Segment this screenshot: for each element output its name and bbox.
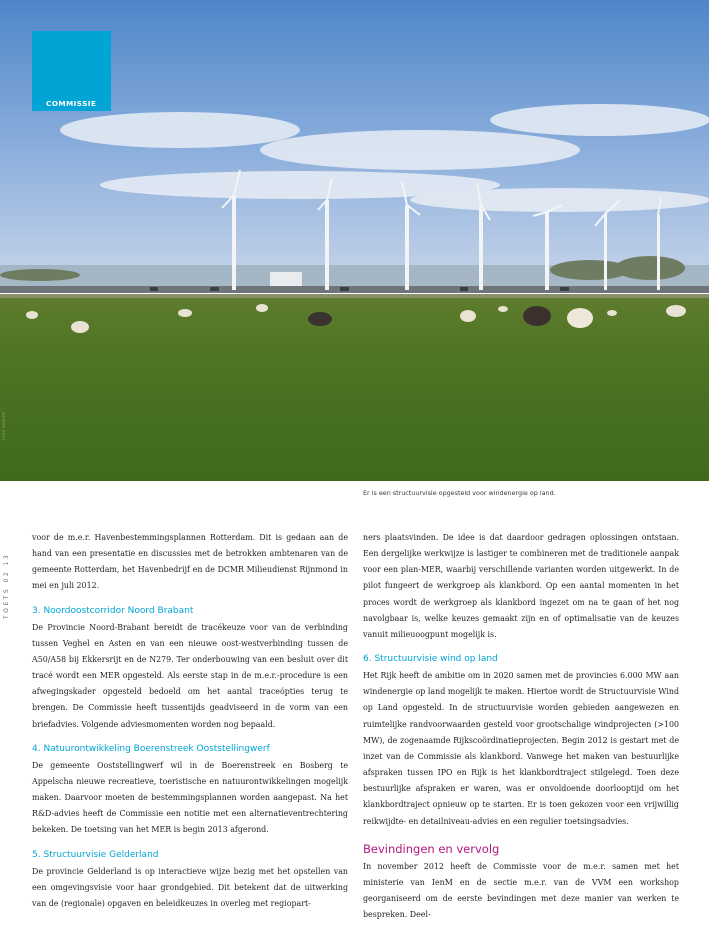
section-3-paragraph: De Provincie Noord-Brabant bereidt de tracékeuze voor van de verbinding tussen Veghel en Asten en van een nieuwe oost-westverbinding tussen de A50/A58 bij Ekkersrijt en de N279. Ter onderbouwing van een besluit over dit tracé wordt een MER opgesteld. Als eerste stap in de m.e.r.-procedure is een afwegingskader opgesteld bedoeld om het aantal traceópties terug te brengen. De Commissie heeft tussentijds geadviseerd in de vorm van een briefadvies. Volgende adviesmomenten worden nog bepaald. [32,622,348,729]
left-intro-paragraph: voor de m.e.r. Havenbestemmingsplannen Rotterdam. Dit is gedaan aan de hand van een presentatie en discussies met de betrokken ambtenaren van de gemeente Rotterdam, het Havenbedrijf en de DCMR Milieudienst Rijnmond in mei en juli 2012. [32,533,348,591]
section-badge [32,31,111,111]
section-6-heading: 6. Structuurvisie wind op land [363,654,498,665]
left-column [32,530,348,912]
section-4-paragraph: De gemeente Ooststellingwerf wil in de Boerenstreek en Bosberg te Appelscha nieuwe recreatieve, toeristische en natuurontwikkelingen mogelijk maken. Daarvoor moeten de bestemmingsplannen worden aangepast. Na het R&D-advies heeft de Commissie een notitie met een alternatieventrechtering bekeken. De toetsing van het MER is begin 2013 afgerond. [32,760,348,835]
section-4-heading: 4. Natuurontwikkeling Boerenstreek Ooststellingwerf [32,743,270,754]
section-3-heading: 3. Noordoostcorridor Noord Brabant [32,605,194,616]
photo-credit: CEES BAKKER [2,411,6,440]
barn [270,272,302,286]
bevindingen-heading: Bevindingen en vervolg [363,841,500,856]
running-head: TOETS 02 13 [3,552,10,619]
road [0,286,709,293]
right-column [363,530,679,923]
photo-caption: Er is een structuurvisie opgesteld voor windenergie op land. [363,489,556,497]
meadow [0,298,709,481]
section-5-heading: 5. Structuurvisie Gelderland [32,849,159,860]
section-badge-label: COMMISSIE [46,99,97,108]
section-5-paragraph: De provincie Gelderland is op interactieve wijze bezig met het opstellen van een omgevingsvisie voor haar grondgebied. Dit betekent dat de uitwerking van de (regionale) opgaven en beleidkeuzes in overleg met regiopart- [32,866,348,908]
bevindingen-paragraph: In november 2012 heeft de Commissie voor de m.e.r. samen met het ministerie van IenM en de sectie m.e.r. van de VVM een workshop georganiseerd om de eerste bevindingen met deze manier van werken te bespreken. Deel- [363,861,679,920]
right-intro-paragraph: ners plaatsvinden. De idee is dat daardoor gedragen oplossingen ontstaan. Een dergelijke werkwijze is lastiger te combineren met de traditionele aanpak voor een plan-MER, waarbij verschillende varianten worden uitgewerkt. In de pilot fungeert de werkgroep als klankbord. Op een aantal momenten in het proces wordt de werkgroep als klankbord ingezet om na te gaan of het nog navolgbaar is, welke keuzes gemaakt zijn en of optimalisatie van de keuzes vanuit milieuoogpunt mogelijk is. [363,533,679,639]
section-6-paragraph: Het Rijk heeft de ambitie om in 2020 samen met de provincies 6.000 MW aan windenergie op land mogelijk te maken. Hiertoe wordt de Structuurvisie Wind op Land opgesteld. In de structuurvisie worden gebieden aangewezen en ruimtelijke randvoorwaarden gesteld voor grootschalige windprojecten (>100 MW), de zogenaamde Rijkscoördinatieprojecten. Begin 2012 is gestart met de inzet van de Commissie als klankbord. Vanwege het maken van bestuurlijke afspraken tussen IPO en Rijk is het klankbordtraject stilgelegd. Toen deze bestuurlijke afspraken er waren, was er onvoldoende doorlooptijd om het klankbordtraject opnieuw op te starten. Er is toen gekozen voor een vrijwillig reikwijdte- en detailniveau-advies en een regulier toetsingsadvies. [363,671,679,826]
fence-line [0,294,709,298]
